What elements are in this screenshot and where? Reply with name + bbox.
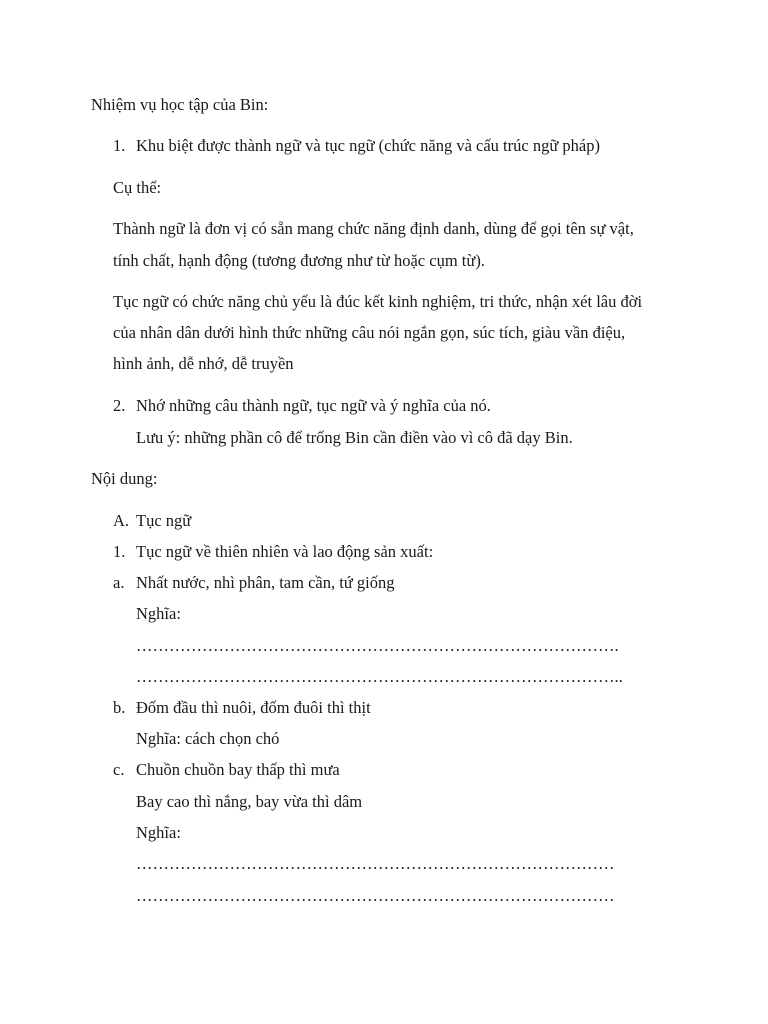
subsection-1-title: Tục ngữ về thiên nhiên và lao động sản xuất:: [136, 542, 434, 561]
task-2-number: 2.: [113, 396, 126, 415]
content-heading: Nội dung:: [91, 469, 158, 488]
task-2-text: Nhớ những câu thành ngữ, tục ngữ và ý nghĩa của nó.: [136, 396, 491, 415]
task-1-text: Khu biệt được thành ngữ và tục ngữ (chức năng và cấu trúc ngữ pháp): [136, 136, 600, 155]
item-a-letter: a.: [113, 573, 125, 592]
item-c-letter: c.: [113, 760, 125, 779]
proverb-definition-line-1: Tục ngữ có chức năng chủ yếu là đúc kết kinh nghiệm, tri thức, nhận xét lâu đời: [113, 292, 643, 311]
item-a-blank-line-1: …………………………………………………………………………….: [136, 636, 619, 655]
specific-label: Cụ thể:: [113, 178, 162, 197]
item-b-proverb: Đốm đầu thì nuôi, đốm đuôi thì thịt: [136, 698, 371, 717]
item-c-blank-line-1: ……………………………………………………………………………: [136, 854, 615, 873]
item-c-meaning-label: Nghĩa:: [136, 823, 181, 842]
item-a-proverb: Nhất nước, nhì phân, tam cần, tứ giống: [136, 573, 395, 592]
task-1-number: 1.: [113, 136, 126, 155]
section-a-number: A.: [113, 511, 130, 530]
section-a-title: Tục ngữ: [136, 511, 192, 530]
item-c-proverb-line-2: Bay cao thì nắng, bay vừa thì dâm: [136, 792, 363, 811]
item-c-blank-line-2: ……………………………………………………………………………: [136, 886, 615, 905]
idiom-definition-line-1: Thành ngữ là đơn vị có sẵn mang chức năng định danh, dùng để gọi tên sự vật,: [113, 219, 634, 238]
proverb-definition-line-3: hình ảnh, dễ nhớ, dễ truyền: [113, 354, 294, 373]
item-c-proverb-line-1: Chuồn chuồn bay thấp thì mưa: [136, 760, 340, 779]
task-2-note: Lưu ý: những phần cô để trống Bin cần điền vào vì cô đã dạy Bin.: [136, 428, 573, 447]
item-b-letter: b.: [113, 698, 126, 717]
proverb-definition-line-2: của nhân dân dưới hình thức những câu nói ngắn gọn, súc tích, giàu vần điệu,: [113, 323, 626, 342]
idiom-definition-line-2: tính chất, hạnh động (tương đương như từ hoặc cụm từ).: [113, 251, 485, 270]
subsection-1-number: 1.: [113, 542, 126, 561]
item-a-blank-line-2: ……………………………………………………………………………..: [136, 667, 623, 686]
item-b-meaning: Nghĩa: cách chọn chó: [136, 729, 280, 748]
document-heading: Nhiệm vụ học tập của Bin:: [91, 95, 269, 114]
item-a-meaning-label: Nghĩa:: [136, 604, 181, 623]
